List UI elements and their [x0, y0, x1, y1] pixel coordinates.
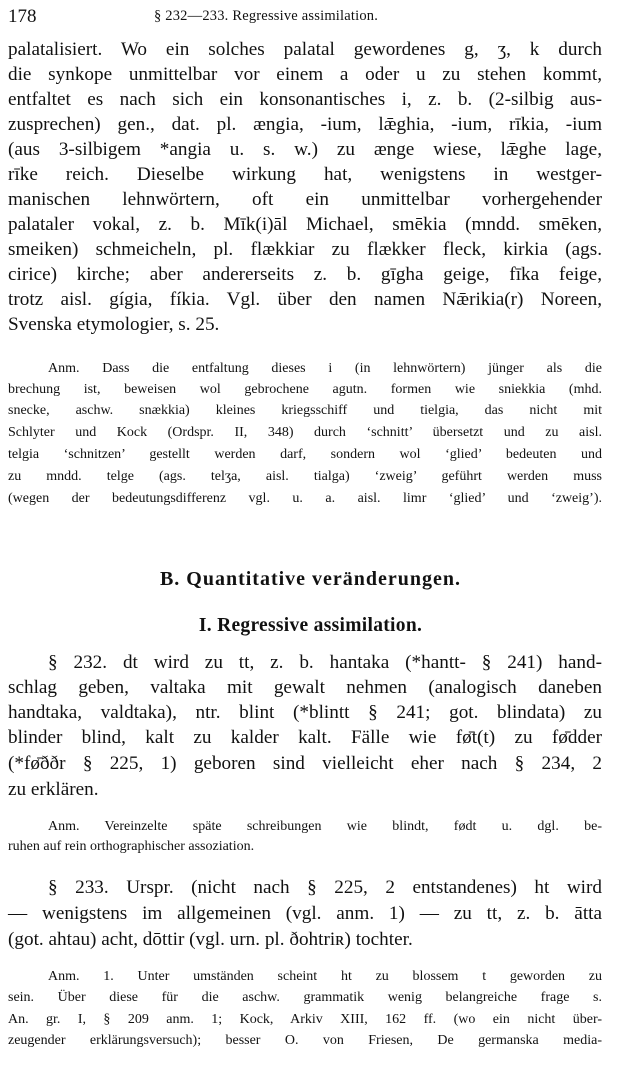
note-line: zeugender erklärungsversuch); besser O. von Friesen, De germanska media- [8, 1033, 602, 1048]
note-line: Anm. Vereinzelte späte schreibungen wie blindt, født u. dgl. be- [48, 819, 602, 834]
text-line: zusprechen) gen., dat. pl. ængia, -ium, lǣghia, -ium, rīkia, -ium [8, 114, 602, 135]
subsection-heading: I. Regressive assimilation. [198, 615, 423, 636]
text-line: Svenska etymologier, s. 25. [8, 314, 220, 335]
running-head [8, 6, 608, 28]
text-line: rīke reich. Dieselbe wirkung hat, wenigstens in westger- [8, 164, 602, 185]
text-line: cirice) kirche; aber andererseits z. b. gīgha geige, fīka feige, [8, 264, 602, 285]
text-line: palatalisiert. Wo ein solches palatal gewordenes g, ʒ, k durch [8, 39, 602, 60]
note-line: snecke, aschw. snækkia) kleines kriegsschiff und tielgia, das nicht mit [8, 403, 602, 418]
note-line: brechung ist, beweisen wol gebrochene agutn. formen wie sniekkia (mhd. [8, 382, 602, 397]
text-line: handtaka, valdtaka), ntr. blint (*blintt § 241; got. blindata) zu [8, 702, 602, 723]
note-line: (wegen der bedeutungsdifferenz vgl. u. a. aisl. limr ‘glied’ und ‘zweig’). [8, 491, 602, 506]
note-line: Schlyter und Kock (Ordspr. II, 348) durch ‘schnitt’ übersetzt und zu aisl. [8, 425, 602, 440]
note-line: Anm. Dass die entfaltung dieses i (in lehnwörtern) jünger als die [48, 361, 602, 376]
note-line: Anm. 1. Unter umständen scheint ht zu blossem t geworden zu [48, 969, 602, 984]
text-line: — wenigstens im allgemeinen (vgl. anm. 1) — zu tt, z. b. ātta [8, 903, 602, 924]
text-line: zu erklären. [8, 779, 99, 800]
note-line: zu mndd. telge (ags. telʒa, aisl. tialga) ‘zweig’ geführt werden muss [8, 469, 602, 484]
text-line: entfaltet es nach sich ein konsonantisches i, z. b. (2-silbig aus- [8, 89, 602, 110]
page-number: 178 [8, 6, 37, 27]
note-line: telgia ‘schnitzen’ gestellt werden darf, sondern wol ‘glied’ bedeuten und [8, 447, 602, 462]
text-line: die synkope unmittelbar vor einem a oder u zu stehen kommt, [8, 64, 602, 85]
running-head-title: § 232—233. Regressive assimilation. [154, 8, 379, 24]
section-heading: B. Quantitative veränderungen. [159, 568, 462, 590]
note-line: sein. Über diese für die aschw. grammatik wenig belangreiche frage s. [8, 990, 602, 1005]
text-line: palataler vokal, z. b. Mīk(i)āl Michael, smēkia (mndd. smēken, [8, 214, 602, 235]
text-line: (aus 3-silbigem *angia u. s. w.) zu ænge wiese, lǣghe lage, [8, 139, 602, 160]
text-line: (got. ahtau) acht, dōttir (vgl. urn. pl. ðohtriʀ) tochter. [8, 929, 413, 950]
note-line: An. gr. I, § 209 anm. 1; Kock, Arkiv XIII, 162 ff. (wo ein nicht über- [8, 1012, 602, 1027]
text-line: trotz aisl. gígia, fíkia. Vgl. über den namen Nǣrikia(r) Noreen, [8, 289, 602, 310]
text-line: schlag geben, valtaka mit gewalt nehmen (analogisch daneben [8, 677, 602, 698]
note-line: ruhen auf rein orthographischer assoziation. [8, 839, 255, 854]
text-line: smeiken) schmeicheln, pl. flækkiar zu flækker fleck, kirkia (ags. [8, 239, 602, 260]
text-line: § 233. Urspr. (nicht nach § 225, 2 entstandenes) ht wird [48, 877, 602, 898]
text-line: § 232. dt wird zu tt, z. b. hantaka (*hantt- § 241) hand- [48, 652, 602, 673]
text-line: manischen lehnwörtern, oft ein unmittelbar vorhergehender [8, 189, 602, 210]
text-line: (*fø̄ððr § 225, 1) geboren sind vielleicht eher nach § 234, 2 [8, 753, 602, 774]
text-line: blinder blind, kalt zu kalder kalt. Fälle wie fø̄t(t) zu fø̄dder [8, 727, 602, 748]
